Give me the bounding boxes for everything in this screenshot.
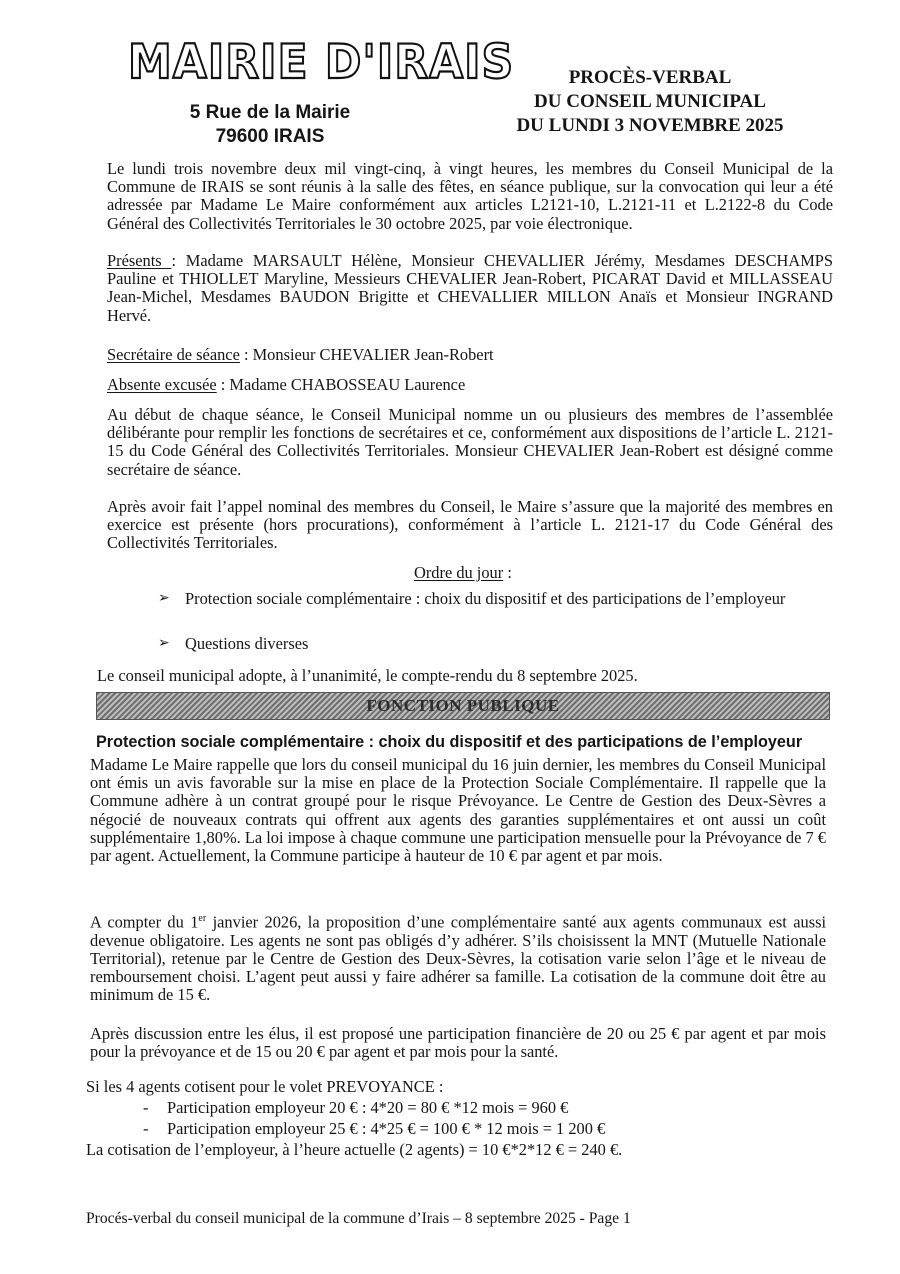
- page-footer: Procés-verbal du conseil municipal de la commune d’Irais – 8 septembre 2025 - Page 1: [86, 1210, 631, 1227]
- calculation-text: Participation employeur 20 € : 4*20 = 80 € *12 mois = 960 €: [167, 1098, 569, 1117]
- section-title: Protection sociale complémentaire : choix du dispositif et des participations de l’employeur: [96, 733, 803, 751]
- secretary-line: [107, 346, 833, 364]
- address-city: 79600 IRAIS: [215, 126, 325, 147]
- paragraph2-start: A compter du 1: [90, 912, 199, 932]
- agenda-suffix: :: [503, 563, 512, 582]
- secretary-label: Secrétaire de séance: [107, 345, 240, 364]
- section-paragraph-1: Madame Le Maire rappelle que lors du conseil municipal du 16 juin dernier, les membres du Conseil Municipal ont émis un avis favorable sur la mise en place de la Protection Sociale Complémentaire. Il rappelle que la Commune adhère à un contrat groupé pour le risque Prévoyance. Le Centre de Gestion des Deux-Sèvres a négocié de nouveaux contrats qui offrent aux agents des garanties supplémentaires et ont aussi un coût supplémentaire 1,80%. La loi impose à chaque commune une participation mensuelle pour la Prévoyance de 7 € par agent. Actuellement, la Commune participe à hauteur de 10 € par agent et par mois.: [90, 755, 826, 866]
- calculation-item: [143, 1099, 568, 1117]
- present-label: Présents: [107, 251, 172, 270]
- secretary-paragraph: Au début de chaque séance, le Conseil Municipal nomme un ou plusieurs des membres de l’assemblée délibérante pour remplir les fonctions de secrétaires et ce, conformément aux dispositions de l’article L. 2121-15 du Code Général des Collectivités Territoriales. Monsieur CHEVALIER Jean-Robert est désigné comme secrétaire de séance.: [107, 405, 833, 479]
- present-text: : Madame MARSAULT Hélène, Monsieur CHEVALLIER Jérémy, Mesdames DESCHAMPS Pauline et THIOLLET Maryline, Messieurs CHEVALIER Jean-Robert, PICARAT David et MILLASSEAU Jean-Michel, Mesdames BAUDON Brigitte et CHEVALLIER MILLON Anaïs et Monsieur INGRAND Hervé.: [107, 251, 833, 325]
- document-title-line3: DU LUNDI 3 NOVEMBRE 2025: [516, 115, 784, 136]
- dash-bullet: -: [143, 1119, 149, 1138]
- paragraph2-rest: janvier 2026, la proposition d’une complémentaire santé aux agents communaux est aussi devenue obligatoire. Les agents ne sont pas obligés d’y adhérer. S’ils choisissent la MNT (Mutuelle Nationale Territorial), retenue par le Centre de Gestion des Deux-Sèvres, la cotisation varie selon l’âge et le niveau de remboursement choisi. L’agent peut aussi y faire adhérer sa famille. La cotisation de la commune doit être au minimum de 15 €.: [90, 912, 826, 1005]
- secretary-text: : Monsieur CHEVALIER Jean-Robert: [239, 345, 494, 364]
- agenda-item-text: Questions diverses: [185, 634, 309, 653]
- approval-paragraph: Le conseil municipal adopte, à l’unanimité, le compte-rendu du 8 septembre 2025.: [97, 666, 638, 685]
- absent-label: Absente excusée: [107, 375, 217, 394]
- agenda-item-text: Protection sociale complémentaire : choix du dispositif et des participations de l’employeur: [185, 589, 786, 608]
- arrow-bullet-icon: ➢: [158, 591, 170, 606]
- section-paragraph-2: [90, 910, 826, 1004]
- section-banner: [96, 692, 830, 720]
- calculation-item: [143, 1120, 605, 1138]
- absent-line: [107, 376, 833, 394]
- document-title-line2: DU CONSEIL MUNICIPAL: [534, 91, 766, 112]
- dash-bullet: -: [143, 1098, 149, 1117]
- calculation-text: Participation employeur 25 € : 4*25 € = 100 € * 12 mois = 1 200 €: [167, 1119, 606, 1138]
- agenda-item: [158, 590, 830, 608]
- intro-paragraph: Le lundi trois novembre deux mil vingt-cinq, à vingt heures, les membres du Conseil Municipal de la Commune de IRAIS se sont réunis à la salle des fêtes, en séance publique, sur la convocation qui leur a été adressée par Madame Le Maire conformément aux articles L2121-10, L.2121-11 et L.2122-8 du Code Général des Collectivités Territoriales le 30 octobre 2025, par voie électronique.: [107, 159, 833, 233]
- agenda-label: Ordre du jour: [414, 563, 504, 582]
- calculation-current: La cotisation de l’employeur, à l’heure actuelle (2 agents) = 10 €*2*12 € = 240 €.: [86, 1140, 623, 1159]
- address-street: 5 Rue de la Mairie: [189, 102, 351, 123]
- agenda-heading: [414, 563, 512, 583]
- ordinal-superscript: er: [198, 913, 207, 924]
- document-title-line1: PROCÈS-VERBAL: [568, 67, 732, 88]
- mairie-logo: MAIRIE D'IRAIS: [128, 35, 515, 91]
- agenda-item: [158, 635, 830, 653]
- calculation-intro: Si les 4 agents cotisent pour le volet PREVOYANCE :: [86, 1077, 444, 1096]
- absent-text: : Madame CHABOSSEAU Laurence: [216, 375, 466, 394]
- present-members: [107, 252, 833, 325]
- section-paragraph-3: Après discussion entre les élus, il est proposé une participation financière de 20 ou 25 € par agent et par mois pour la prévoyance et de 15 ou 20 € par agent et par mois pour la santé.: [90, 1024, 826, 1062]
- arrow-bullet-icon: ➢: [158, 636, 170, 651]
- quorum-paragraph: Après avoir fait l’appel nominal des membres du Conseil, le Maire s’assure que la majorité des membres en exercice est présente (hors procurations), conformément à l’article L. 2121-17 du Code Général des Collectivités Territoriales.: [107, 497, 833, 553]
- section-banner-label: FONCTION PUBLIQUE: [366, 696, 560, 715]
